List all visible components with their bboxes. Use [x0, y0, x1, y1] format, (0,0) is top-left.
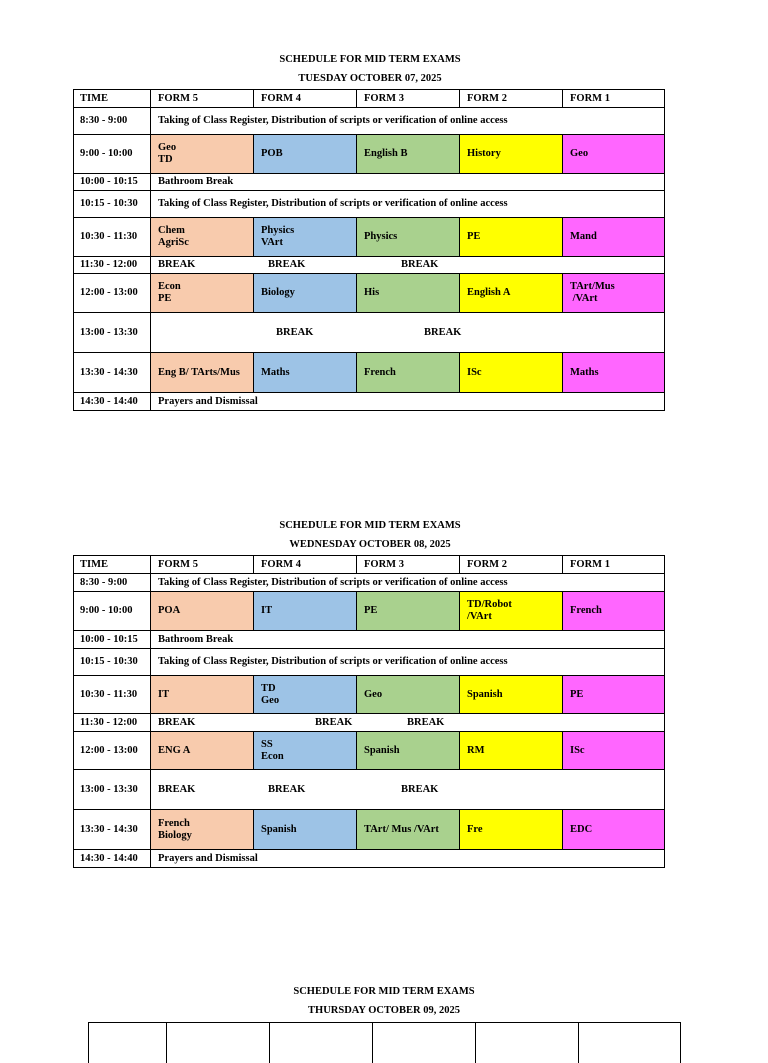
- subject-cell: [357, 135, 460, 174]
- subject-cell: [151, 353, 254, 393]
- time-slot: 10:30 - 11:30: [74, 218, 151, 257]
- subject-name: English B: [364, 148, 408, 159]
- time-slot: 12:00 - 13:00: [74, 274, 151, 313]
- subject-name: POA: [158, 605, 181, 616]
- subject-cell: [460, 135, 563, 174]
- subject-cell: [357, 592, 460, 631]
- subject-name: Spanish: [261, 823, 297, 835]
- schedule-row: [74, 257, 665, 274]
- schedule-date: THURSDAY OCTOBER 09, 2025: [308, 1005, 460, 1016]
- break-label: BREAK: [268, 259, 306, 270]
- time-slot: 13:30 - 14:30: [74, 810, 151, 850]
- break-label: BREAK: [401, 783, 439, 795]
- subject-cell: [563, 810, 665, 850]
- subject-name: Geo TD: [158, 142, 177, 165]
- schedule-row: [74, 592, 665, 631]
- schedule-row: [74, 631, 665, 649]
- subject-cell: [151, 274, 254, 313]
- subject-cell: [151, 592, 254, 631]
- activity-cell: Bathroom Break: [151, 174, 665, 191]
- subject-name: French: [570, 605, 602, 616]
- subject-name: Chem AgriSc: [158, 225, 189, 248]
- activity-cell: Taking of Class Register, Distribution of scripts or verification of online access: [151, 574, 665, 592]
- schedule-row: [74, 191, 665, 218]
- break-cell: [151, 770, 665, 810]
- subject-name: Geo: [364, 688, 383, 700]
- break-label: BREAK: [401, 259, 439, 270]
- time-slot: 9:00 - 10:00: [74, 135, 151, 174]
- column-header: TIME: [74, 556, 151, 574]
- subject-cell: [460, 676, 563, 714]
- subject-cell: [254, 218, 357, 257]
- schedule-title: SCHEDULE FOR MID TERM EXAMS: [279, 54, 461, 65]
- subject-cell: [563, 732, 665, 770]
- time-slot: 14:30 - 14:40: [74, 393, 151, 411]
- schedule-row: [74, 135, 665, 174]
- schedule-row: [74, 770, 665, 810]
- break-label: BREAK: [158, 716, 196, 728]
- column-header: FORM 2: [460, 90, 563, 108]
- subject-cell: [563, 274, 665, 313]
- subject-cell: [357, 676, 460, 714]
- column-header: FORM 4: [254, 90, 357, 108]
- header-row: [74, 556, 665, 574]
- schedule-row: [74, 393, 665, 411]
- subject-cell: [563, 218, 665, 257]
- subject-cell: [357, 218, 460, 257]
- header-row: [74, 90, 665, 108]
- break-label: BREAK: [158, 783, 196, 795]
- subject-cell: [151, 676, 254, 714]
- break-label: BREAK: [276, 326, 314, 338]
- activity-cell: Taking of Class Register, Distribution of scripts or verification of online access: [151, 108, 665, 135]
- schedule-date: WEDNESDAY OCTOBER 08, 2025: [289, 539, 451, 550]
- schedule-row: [74, 313, 665, 353]
- column-header: FORM 5: [151, 556, 254, 574]
- subject-cell: [460, 592, 563, 631]
- time-slot: 13:30 - 14:30: [74, 353, 151, 393]
- schedule-row: [74, 810, 665, 850]
- subject-name: Physics VArt: [261, 225, 295, 248]
- subject-name: ENG A: [158, 744, 191, 756]
- subject-cell: [254, 135, 357, 174]
- subject-name: PE: [364, 605, 378, 616]
- subject-cell: [460, 218, 563, 257]
- subject-cell: [357, 274, 460, 313]
- break-label: BREAK: [158, 259, 196, 270]
- activity-cell: Bathroom Break: [151, 631, 665, 649]
- break-labels: [151, 717, 664, 729]
- subject-cell: [254, 732, 357, 770]
- schedule-row: [74, 353, 665, 393]
- break-cell: [151, 313, 665, 353]
- time-slot: 10:30 - 11:30: [74, 676, 151, 714]
- break-cell: [151, 714, 665, 732]
- subject-cell: [254, 676, 357, 714]
- column-header: FORM 5: [151, 90, 254, 108]
- subject-name: TD Geo: [261, 682, 280, 706]
- subject-cell: [357, 353, 460, 393]
- time-slot: 12:00 - 13:00: [74, 732, 151, 770]
- subject-cell: [563, 135, 665, 174]
- break-label: BREAK: [315, 716, 353, 728]
- time-slot: 9:00 - 10:00: [74, 592, 151, 631]
- break-label: BREAK: [407, 716, 445, 728]
- subject-cell: [563, 353, 665, 393]
- subject-name: Eng B/ TArts/Mus: [158, 366, 240, 378]
- schedule-row: [74, 649, 665, 676]
- subject-cell: [254, 592, 357, 631]
- column-header: FORM 4: [254, 556, 357, 574]
- subject-name: ISc: [467, 366, 482, 378]
- subject-name: TArt/ Mus /VArt: [364, 823, 439, 835]
- subject-cell: [563, 676, 665, 714]
- subject-name: PE: [570, 688, 584, 700]
- break-labels: [151, 259, 664, 271]
- subject-cell: [254, 810, 357, 850]
- subject-name: Maths: [570, 366, 599, 378]
- schedule-row: [74, 732, 665, 770]
- break-labels: [151, 784, 664, 796]
- column-header: TIME: [74, 90, 151, 108]
- subject-cell: [563, 592, 665, 631]
- column-header: FORM 1: [563, 556, 665, 574]
- subject-name: Spanish: [364, 744, 400, 756]
- time-slot: 10:00 - 10:15: [74, 174, 151, 191]
- subject-name: TD/Robot /VArt: [467, 599, 512, 622]
- subject-name: PE: [467, 231, 481, 242]
- subject-cell: [357, 732, 460, 770]
- schedule-row: [74, 108, 665, 135]
- break-label: BREAK: [424, 326, 462, 338]
- schedule-row: [74, 714, 665, 732]
- subject-cell: [460, 732, 563, 770]
- subject-cell: [254, 353, 357, 393]
- time-slot: 10:15 - 10:30: [74, 649, 151, 676]
- schedule-date: TUESDAY OCTOBER 07, 2025: [298, 73, 442, 84]
- subject-name: EDC: [570, 823, 593, 835]
- break-labels: [151, 327, 664, 339]
- time-slot: 13:00 - 13:30: [74, 770, 151, 810]
- subject-name: POB: [261, 148, 283, 159]
- column-header: FORM 3: [357, 90, 460, 108]
- time-slot: 14:30 - 14:40: [74, 850, 151, 868]
- schedule-row: [74, 574, 665, 592]
- schedule-title: SCHEDULE FOR MID TERM EXAMS: [279, 520, 461, 531]
- subject-cell: [151, 135, 254, 174]
- subject-cell: [460, 810, 563, 850]
- subject-name: English A: [467, 287, 511, 298]
- subject-name: ISc: [570, 744, 585, 756]
- subject-name: His: [364, 287, 380, 298]
- schedule-table-wednesday: [73, 555, 665, 868]
- subject-name: IT: [261, 605, 273, 616]
- subject-cell: [460, 353, 563, 393]
- subject-cell: [151, 732, 254, 770]
- subject-name: French: [364, 366, 396, 378]
- subject-name: Econ PE: [158, 281, 181, 304]
- subject-cell: [151, 810, 254, 850]
- time-slot: 8:30 - 9:00: [74, 108, 151, 135]
- subject-name: History: [467, 148, 501, 159]
- subject-name: Mand: [570, 231, 597, 242]
- activity-cell: Prayers and Dismissal: [151, 393, 665, 411]
- subject-name: TArt/Mus /VArt: [570, 281, 615, 304]
- subject-name: SS Econ: [261, 738, 284, 762]
- subject-cell: [460, 274, 563, 313]
- subject-name: Geo: [570, 148, 589, 159]
- subject-name: French Biology: [158, 817, 192, 841]
- column-header: FORM 1: [563, 90, 665, 108]
- activity-cell: Taking of Class Register, Distribution of scripts or verification of online access: [151, 191, 665, 218]
- schedule-table-tuesday: [73, 89, 665, 411]
- time-slot: 11:30 - 12:00: [74, 714, 151, 732]
- schedule-row: [74, 274, 665, 313]
- schedule-row: [74, 218, 665, 257]
- schedule-row: [74, 676, 665, 714]
- time-slot: 10:00 - 10:15: [74, 631, 151, 649]
- subject-name: Maths: [261, 366, 290, 378]
- subject-cell: [151, 218, 254, 257]
- subject-name: RM: [467, 744, 485, 756]
- subject-name: Spanish: [467, 688, 503, 700]
- column-header: FORM 2: [460, 556, 563, 574]
- subject-cell: [357, 810, 460, 850]
- break-cell: [151, 257, 665, 274]
- subject-name: Biology: [261, 287, 295, 298]
- schedule-title: SCHEDULE FOR MID TERM EXAMS: [293, 986, 475, 997]
- activity-cell: Prayers and Dismissal: [151, 850, 665, 868]
- time-slot: 10:15 - 10:30: [74, 191, 151, 218]
- subject-name: Fre: [467, 823, 483, 835]
- activity-cell: Taking of Class Register, Distribution of scripts or verification of online access: [151, 649, 665, 676]
- subject-name: IT: [158, 688, 170, 700]
- time-slot: 11:30 - 12:00: [74, 257, 151, 274]
- schedule-row: [74, 850, 665, 868]
- time-slot: 8:30 - 9:00: [74, 574, 151, 592]
- schedule-row: [74, 174, 665, 191]
- subject-name: Physics: [364, 231, 398, 242]
- schedule-table-thursday: [88, 1022, 681, 1063]
- break-label: BREAK: [268, 783, 306, 795]
- subject-cell: [254, 274, 357, 313]
- time-slot: 13:00 - 13:30: [74, 313, 151, 353]
- column-header: FORM 3: [357, 556, 460, 574]
